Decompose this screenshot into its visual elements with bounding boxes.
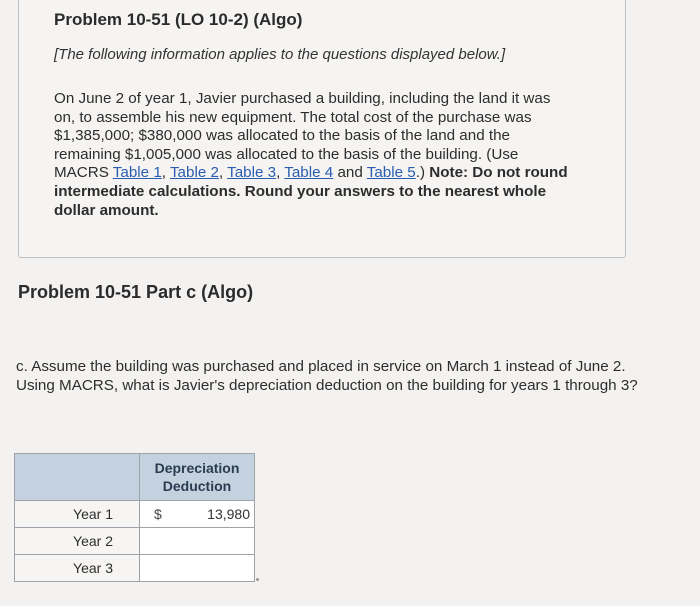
depreciation-table	[14, 453, 255, 582]
link-table-3[interactable]: Table 3	[227, 164, 277, 182]
intro-note: [The following information applies to the questions displayed below.]	[54, 46, 506, 63]
link-and: and	[333, 164, 367, 182]
year-1-deduction-input[interactable]	[140, 501, 255, 528]
table-header-row	[15, 454, 255, 501]
row-label-year-3: Year 3	[15, 555, 140, 582]
problem-body	[54, 90, 574, 220]
year-2-deduction-input[interactable]	[140, 528, 255, 555]
link-separator: ,	[161, 164, 170, 182]
rounding-note: Note: Do not round intermediate calculations. Round your answers to the nearest whole dollar amount.	[54, 164, 568, 219]
table-row	[15, 555, 255, 582]
year-3-deduction-input[interactable]	[140, 555, 255, 582]
link-table-1[interactable]: Table 1	[112, 164, 162, 182]
currency-symbol: $	[154, 506, 162, 522]
problem-body-text: On June 2 of year 1, Javier purchased a building, including the land it was on, to assemble his new equipment. The total cost of the purchase was $1,385,000; $380,000 was allocated to the basis of the land and the remaining $1,005,000 was allocated to the basis of the building. (Use MACRS	[54, 90, 551, 182]
table-row	[15, 528, 255, 555]
question-text: c. Assume the building was purchased and placed in service on March 1 instead of June 2. Using MACRS, what is Javier's depreciation deduction on the building for years 1 through 3?	[16, 358, 638, 394]
row-label-year-2: Year 2	[15, 528, 140, 555]
link-separator: ,	[276, 164, 285, 182]
row-label-year-1: Year 1	[15, 501, 140, 528]
part-title: Problem 10-51 Part c (Algo)	[18, 282, 254, 302]
header-depreciation-deduction: Depreciation Deduction	[140, 454, 255, 501]
table-row	[15, 501, 255, 528]
link-table-5[interactable]: Table 5	[366, 164, 416, 182]
problem-title: Problem 10-51 (LO 10-2) (Algo)	[54, 10, 303, 29]
cursor-dot	[256, 578, 259, 581]
link-table-4[interactable]: Table 4	[284, 164, 334, 182]
header-blank-cell	[15, 454, 140, 501]
body-end: .)	[415, 164, 426, 182]
link-table-2[interactable]: Table 2	[169, 164, 219, 182]
year-1-amount: 13,980	[207, 506, 250, 522]
link-separator: ,	[218, 164, 228, 182]
